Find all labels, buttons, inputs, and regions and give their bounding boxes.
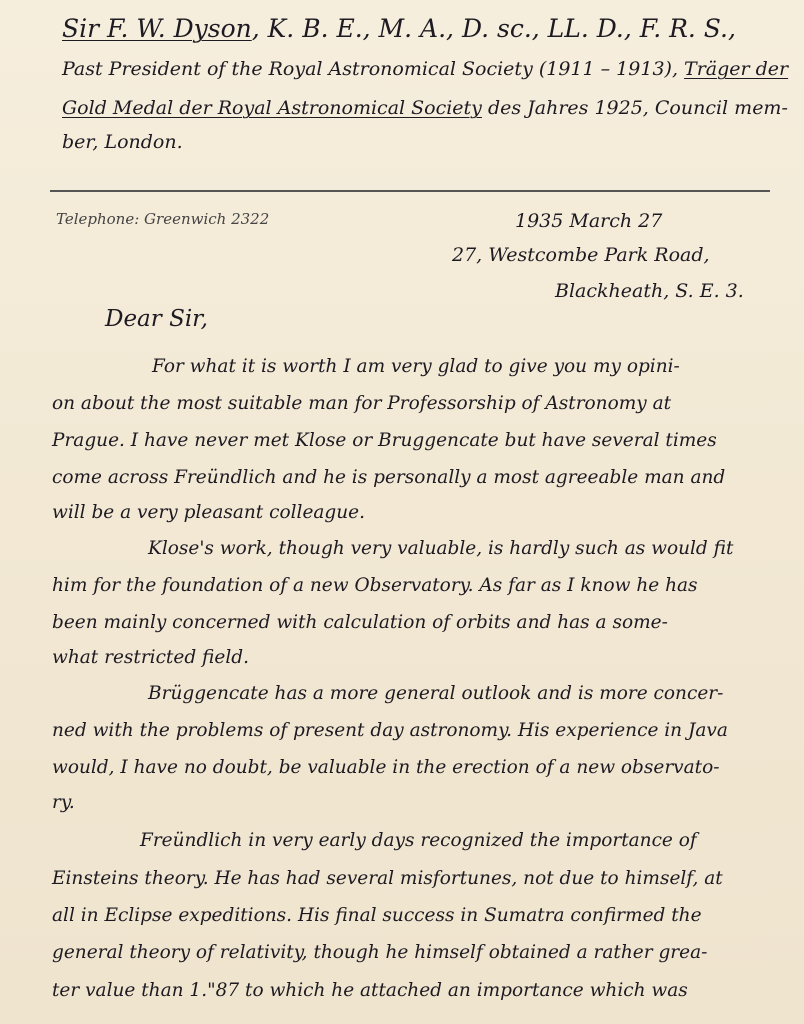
body-line: general theory of relativity, though he himself obtained a rather grea- [52, 942, 708, 963]
salutation: Dear Sir, [105, 306, 208, 332]
body-line: come across Freündlich and he is personally a most agreeable man and [52, 467, 726, 488]
body-line: on about the most suitable man for Professorship of Astronomy at [52, 393, 672, 414]
letterhead-line-3b: des Jahres 1925, Council mem- [481, 97, 788, 119]
header-divider [50, 190, 770, 192]
body-line: ry. [52, 792, 75, 813]
body-line: ned with the problems of present day astronomy. His experience in Java [52, 720, 728, 741]
body-line: For what it is worth I am very glad to give you my opini- [152, 356, 680, 377]
letter-date: 1935 March 27 [515, 210, 663, 232]
address-line-1: 27, Westcombe Park Road, [452, 244, 710, 266]
body-line: been mainly concerned with calculation of orbits and has a some- [52, 612, 668, 633]
body-line: him for the foundation of a new Observatory. As far as I know he has [52, 575, 698, 596]
body-line: ter value than 1."87 to which he attached an importance which was [52, 980, 688, 1001]
letterhead-line-3 [62, 97, 788, 119]
letterhead-honours: , K. B. E., M. A., D. sc., LL. D., F. R. S., [251, 14, 736, 43]
letterhead-name: Sir F. W. Dyson [62, 14, 252, 43]
body-line: Einsteins theory. He has had several misfortunes, not due to himself, at [52, 868, 723, 889]
letterhead-line-2b: Träger der [684, 58, 789, 80]
telephone-line: Telephone: Greenwich 2322 [56, 210, 270, 228]
body-line: what restricted field. [52, 647, 249, 668]
letterhead-line-2 [62, 58, 789, 80]
letterhead-line-2a: Past President of the Royal Astronomical Society (1911 – 1913), [62, 58, 685, 80]
body-line: Freündlich in very early days recognized the importance of [140, 830, 697, 851]
address-line-2: Blackheath, S. E. 3. [555, 280, 744, 302]
body-line: Klose's work, though very valuable, is hardly such as would fit [148, 538, 734, 559]
body-line: Brüggencate has a more general outlook and is more concer- [148, 683, 724, 704]
body-line: Prague. I have never met Klose or Bruggencate but have several times [52, 430, 717, 451]
letterhead-line-4: ber, London. [62, 131, 183, 153]
letterhead-name-line [62, 14, 782, 43]
letterhead-line-3a: Gold Medal der Royal Astronomical Society [62, 97, 482, 119]
body-line: all in Eclipse expeditions. His final success in Sumatra confirmed the [52, 905, 702, 926]
body-line: will be a very pleasant colleague. [52, 502, 366, 523]
body-line: would, I have no doubt, be valuable in the erection of a new observato- [52, 757, 720, 778]
